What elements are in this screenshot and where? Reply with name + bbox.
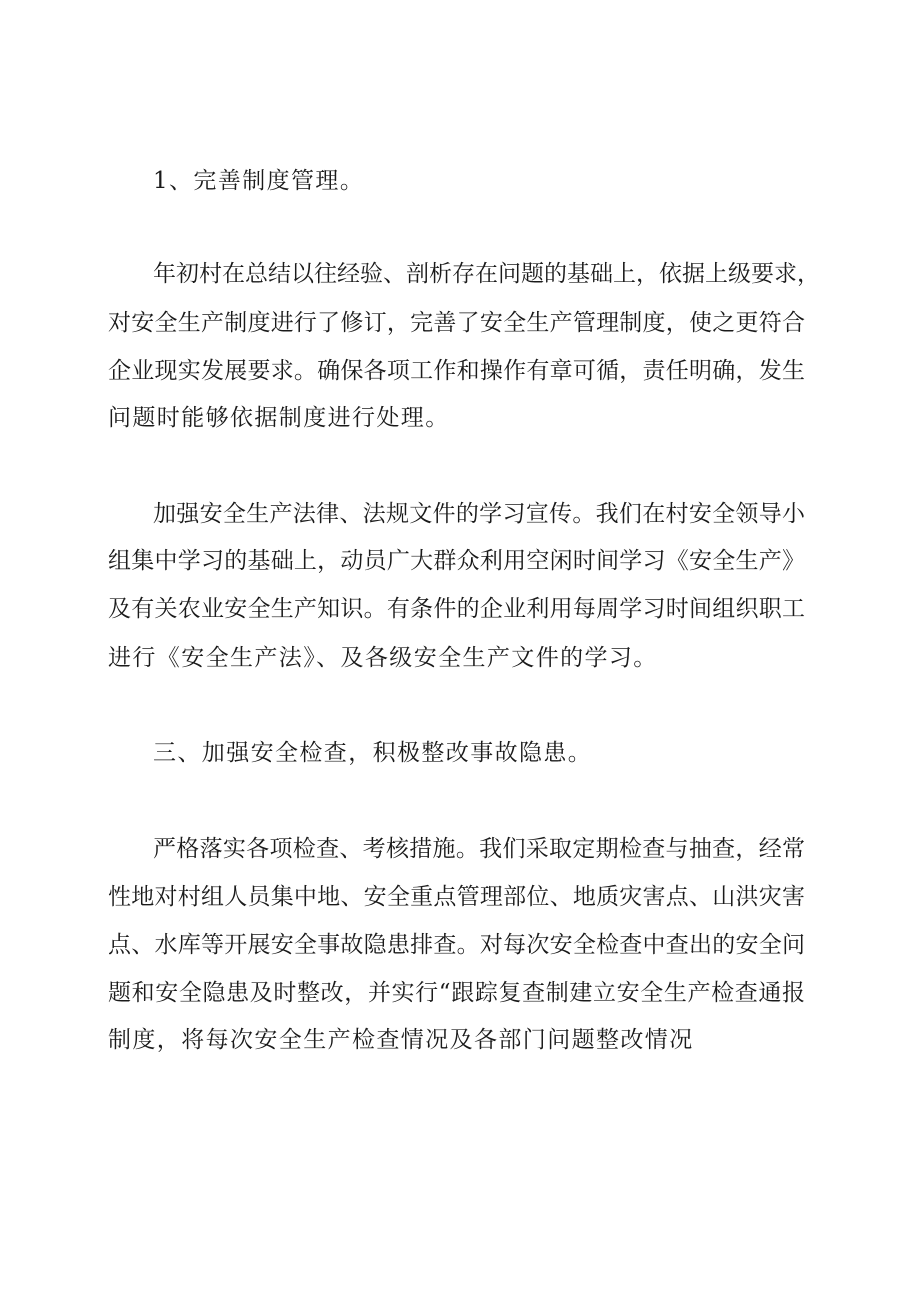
paragraph-2-line-3: 及有关农业安全生产知识。有条件的企业利用每周学习时间组织职工 <box>108 596 805 622</box>
paragraph-3-line-2: 性地对村组人员集中地、安全重点管理部位、地质灾害点、山洪灾害 <box>108 884 805 910</box>
paragraph-1-line-2: 对安全生产制度进行了修订，完善了安全生产管理制度，使之更符合 <box>108 310 805 336</box>
paragraph-3-line-5: 制度，将每次安全生产检查情况及各部门问题整改情况 <box>108 1027 694 1053</box>
paragraph-3-line-3: 点、水库等开展安全事故隐患排查。对每次安全检查中查出的安全问 <box>108 932 805 958</box>
paragraph-1-line-3: 企业现实发展要求。确保各项工作和操作有章可循，责任明确，发生 <box>108 358 805 384</box>
paragraph-2-line-1: 加强安全生产法律、法规文件的学习宣传。我们在村安全领导小 <box>153 501 805 527</box>
paragraph-3-line-4: 题和安全隐患及时整改，并实行“跟踪复查制建立安全生产检查通报 <box>108 980 805 1006</box>
paragraph-2-line-4: 进行《安全生产法》、及各级安全生产文件的学习。 <box>108 645 658 671</box>
section-heading-1: 1、完善制度管理。 <box>153 168 365 194</box>
paragraph-2-line-2: 组集中学习的基础上，动员广大群众利用空闲时间学习《安全生产》 <box>108 548 805 574</box>
paragraph-1-line-4: 问题时能够依据制度进行处理。 <box>108 405 450 431</box>
paragraph-1-line-1: 年初村在总结以往经验、剖析存在问题的基础上，依据上级要求， <box>153 261 820 287</box>
section-heading-2: 三、加强安全检查，积极整改事故隐患。 <box>153 740 593 766</box>
paragraph-3-line-1: 严格落实各项检查、考核措施。我们采取定期检查与抽查，经常 <box>153 836 805 862</box>
